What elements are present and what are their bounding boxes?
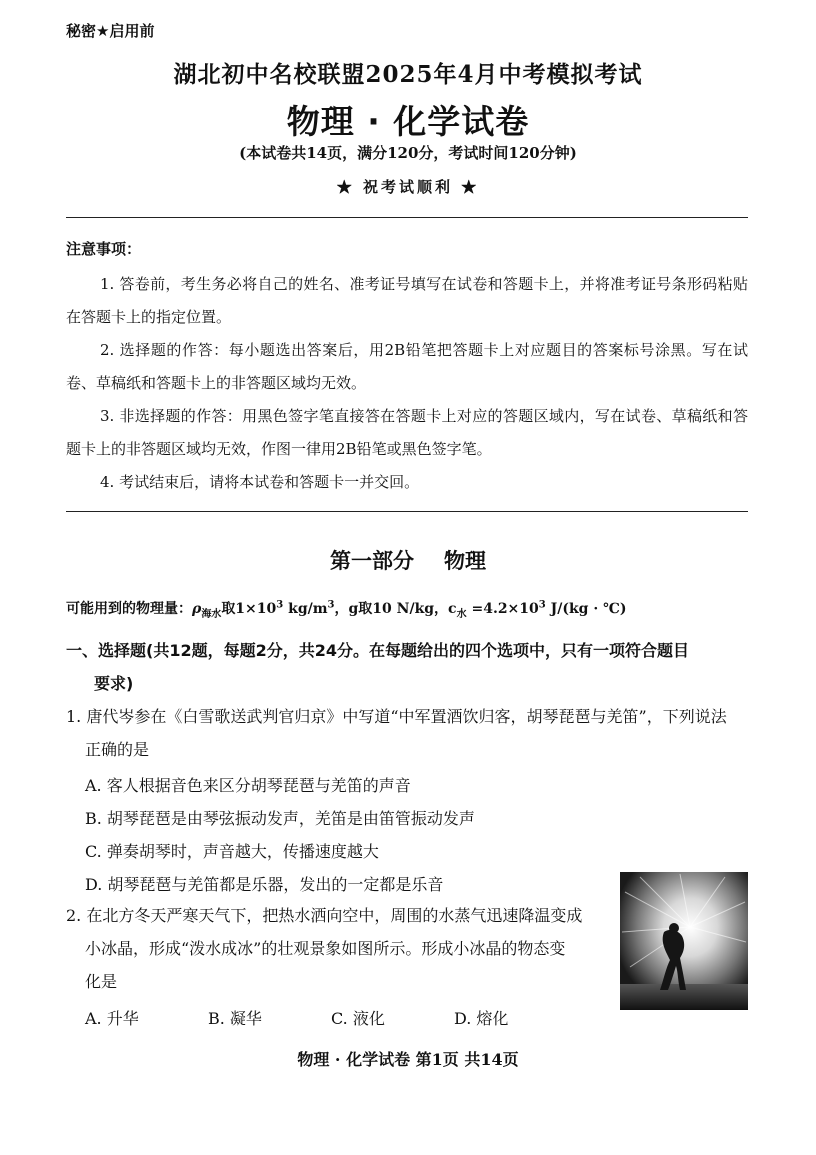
rho-unit: kg/m	[283, 601, 328, 617]
question-2-option-d: D. 熔化	[454, 1009, 509, 1028]
rho-subscript: 海水	[201, 608, 222, 620]
c-value: =4.2×10	[466, 601, 539, 617]
paper-title: 物理 · 化学试卷	[286, 102, 530, 141]
question-1-option-b: B. 胡琴琵琶是由琴弦振动发声，羌笛是由笛管振动发声	[85, 809, 475, 828]
question-2-stem	[66, 899, 606, 998]
part-heading	[66, 634, 750, 700]
bottom-divider	[66, 511, 748, 512]
note-item-2: 2. 选择题的作答：每小题选出答案后，用2B铅笔把答题卡上对应题目的答案标号涂黑。写在试卷、草稿纸和答题卡上的非答题区域均无效。	[66, 341, 748, 392]
g-value: ，g取10 N/kg，c	[334, 601, 457, 617]
rho-symbol: ρ	[192, 601, 202, 617]
question-2-line2: 小冰晶，形成“泼水成冰”的壮观景象如图所示。形成小冰晶的物态变	[85, 939, 566, 958]
exam-wish: ★ 祝考试顺利 ★	[336, 178, 480, 196]
question-2-line1: 2. 在北方冬天严寒天气下，把热水洒向空中，周围的水蒸气迅速降温变成	[66, 906, 583, 925]
question-2-line3: 化是	[85, 972, 118, 991]
rho-value: 取1×10	[221, 601, 277, 617]
question-1-line2: 正确的是	[85, 740, 150, 759]
note-item-3: 3. 非选择题的作答：用黑色签字笔直接答在答题卡上对应的答题区域内，写在试卷、草稿纸和答题卡上的非答题区域均无效，作图一律用2B铅笔或黑色签字笔。	[66, 407, 748, 458]
confidential-label: 秘密★启用前	[66, 22, 155, 40]
question-1-option-a: A. 客人根据音色来区分胡琴琵琶与羌笛的声音	[85, 776, 411, 795]
quantities-prefix: 可能用到的物理量：	[66, 601, 192, 617]
rho-exponent: 3	[276, 599, 284, 611]
exam-info: (本试卷共14页，满分120分，考试时间120分钟)	[239, 144, 577, 162]
question-1-option-c: C. 弹奏胡琴时，声音越大，传播速度越大	[85, 842, 379, 861]
ice-splash-photo	[620, 872, 748, 1010]
part-heading-line2: 要求)	[94, 674, 134, 693]
notes-title: 注意事项：	[66, 240, 142, 258]
rho-unit-exponent: 3	[327, 599, 335, 611]
physical-quantities	[66, 598, 627, 620]
question-2-option-a: A. 升华	[85, 1009, 139, 1028]
c-unit: J/(kg · ℃)	[545, 601, 627, 617]
question-2-option-b: B. 凝华	[208, 1009, 262, 1028]
note-item-1: 1. 答卷前，考生务必将自己的姓名、准考证号填写在试卷和答题卡上，并将准考证号条形码粘贴在答题卡上的指定位置。	[66, 275, 748, 326]
page-footer: 物理 · 化学试卷 第1页 共14页	[297, 1050, 519, 1069]
question-2-option-c: C. 液化	[331, 1009, 385, 1028]
part-heading-line1: 一、选择题(共12题，每题2分，共24分。在每题给出的四个选项中，只有一项符合题目	[66, 641, 689, 660]
question-1-line1: 1. 唐代岑参在《白雪歌送武判官归京》中写道“中军置酒饮归客，胡琴琵琶与羌笛”，下列说法	[66, 707, 727, 726]
question-1-option-d: D. 胡琴琵琶与羌笛都是乐器，发出的一定都是乐音	[85, 875, 444, 894]
section-part: 第一部分	[330, 549, 414, 573]
note-item-4: 4. 考试结束后，请将本试卷和答题卡一并交回。	[100, 473, 420, 491]
c-subscript: 水	[456, 608, 467, 620]
c-exponent: 3	[538, 599, 546, 611]
exam-name: 湖北初中名校联盟2025年4月中考模拟考试	[173, 61, 643, 88]
section-subject: 物理	[444, 549, 486, 573]
question-1-stem	[66, 700, 746, 766]
top-divider	[66, 217, 748, 218]
section-title	[0, 545, 816, 575]
